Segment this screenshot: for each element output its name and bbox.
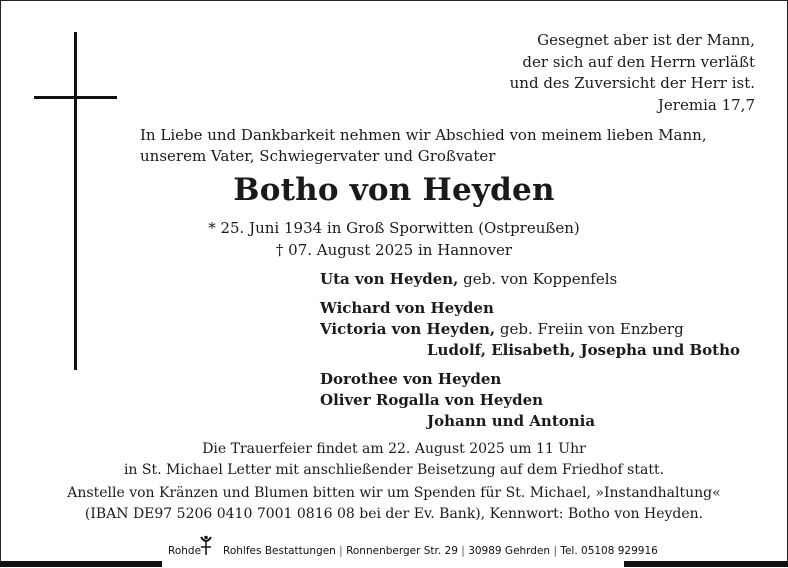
family-wife (320, 269, 617, 290)
separator: | (553, 545, 557, 557)
company-name-a: Rohde (168, 545, 202, 557)
funeral-service-info (0, 439, 788, 481)
funeral-home-address (168, 545, 658, 557)
intro-line: unserem Vater, Schwiegervater und Großvater (140, 147, 496, 165)
grandchildren-names: Johann und Antonia (427, 412, 596, 430)
wife-maiden-name: geb. von Koppenfels (458, 270, 618, 288)
family-daughter-in-law (320, 319, 684, 340)
family-grandchildren-2 (427, 411, 595, 432)
death-date: † 07. August 2025 in Hannover (275, 241, 513, 259)
intro-line: In Liebe und Dankbarkeit nehmen wir Abschied von meinem lieben Mann, (140, 126, 707, 144)
separator: | (461, 545, 465, 557)
family-daughter (320, 369, 501, 390)
daughter-in-law-name: Victoria von Heyden, (320, 320, 496, 338)
grandchildren-names: Ludolf, Elisabeth, Josepha und Botho (427, 341, 740, 359)
donation-line: (IBAN DE97 5206 0410 7001 0816 08 bei der Ev. Bank), Kennwort: Botho von Heyden. (84, 506, 704, 522)
son-name: Wichard von Heyden (320, 299, 494, 317)
verse-line: und des Zuversicht der Herr ist. (509, 74, 755, 93)
verse-reference: Jeremia 17,7 (657, 95, 755, 114)
intro-text (140, 125, 707, 167)
life-dates (0, 217, 788, 261)
birth-date: * 25. Juni 1934 in Groß Sporwitten (Ostpreußen) (208, 219, 580, 237)
wife-name: Uta von Heyden, (320, 270, 459, 288)
separator: | (339, 545, 343, 557)
family-son-in-law (320, 390, 543, 411)
family-grandchildren-1 (427, 340, 740, 361)
deceased-name: Botho von Heyden (233, 172, 555, 208)
city-address: 30989 Gehrden (468, 545, 551, 557)
service-line: Die Trauerfeier findet am 22. August 2025 um 11 Uhr (202, 441, 586, 457)
bible-verse (510, 30, 755, 116)
donation-line: Anstelle von Kränzen und Blumen bitten wir um Spenden für St. Michael, »Instandhaltung« (67, 485, 721, 501)
company-name-b: Rohlfes Bestattungen (223, 545, 336, 557)
verse-line: der sich auf den Herrn verläßt (522, 52, 755, 71)
service-line: in St. Michael Letter mit anschließender Beisetzung auf dem Friedhof statt. (123, 462, 665, 478)
daughter-name: Dorothee von Heyden (320, 370, 502, 388)
street-address: Ronnenberger Str. 29 (346, 545, 458, 557)
son-in-law-name: Oliver Rogalla von Heyden (320, 391, 544, 409)
family-son (320, 298, 494, 319)
daughter-in-law-maiden-name: geb. Freiin von Enzberg (495, 320, 684, 338)
donation-info (0, 483, 788, 525)
phone-number: Tel. 05108 929916 (560, 545, 658, 557)
cross-icon-horizontal (34, 96, 117, 99)
verse-line: Gesegnet aber ist der Mann, (537, 31, 755, 49)
